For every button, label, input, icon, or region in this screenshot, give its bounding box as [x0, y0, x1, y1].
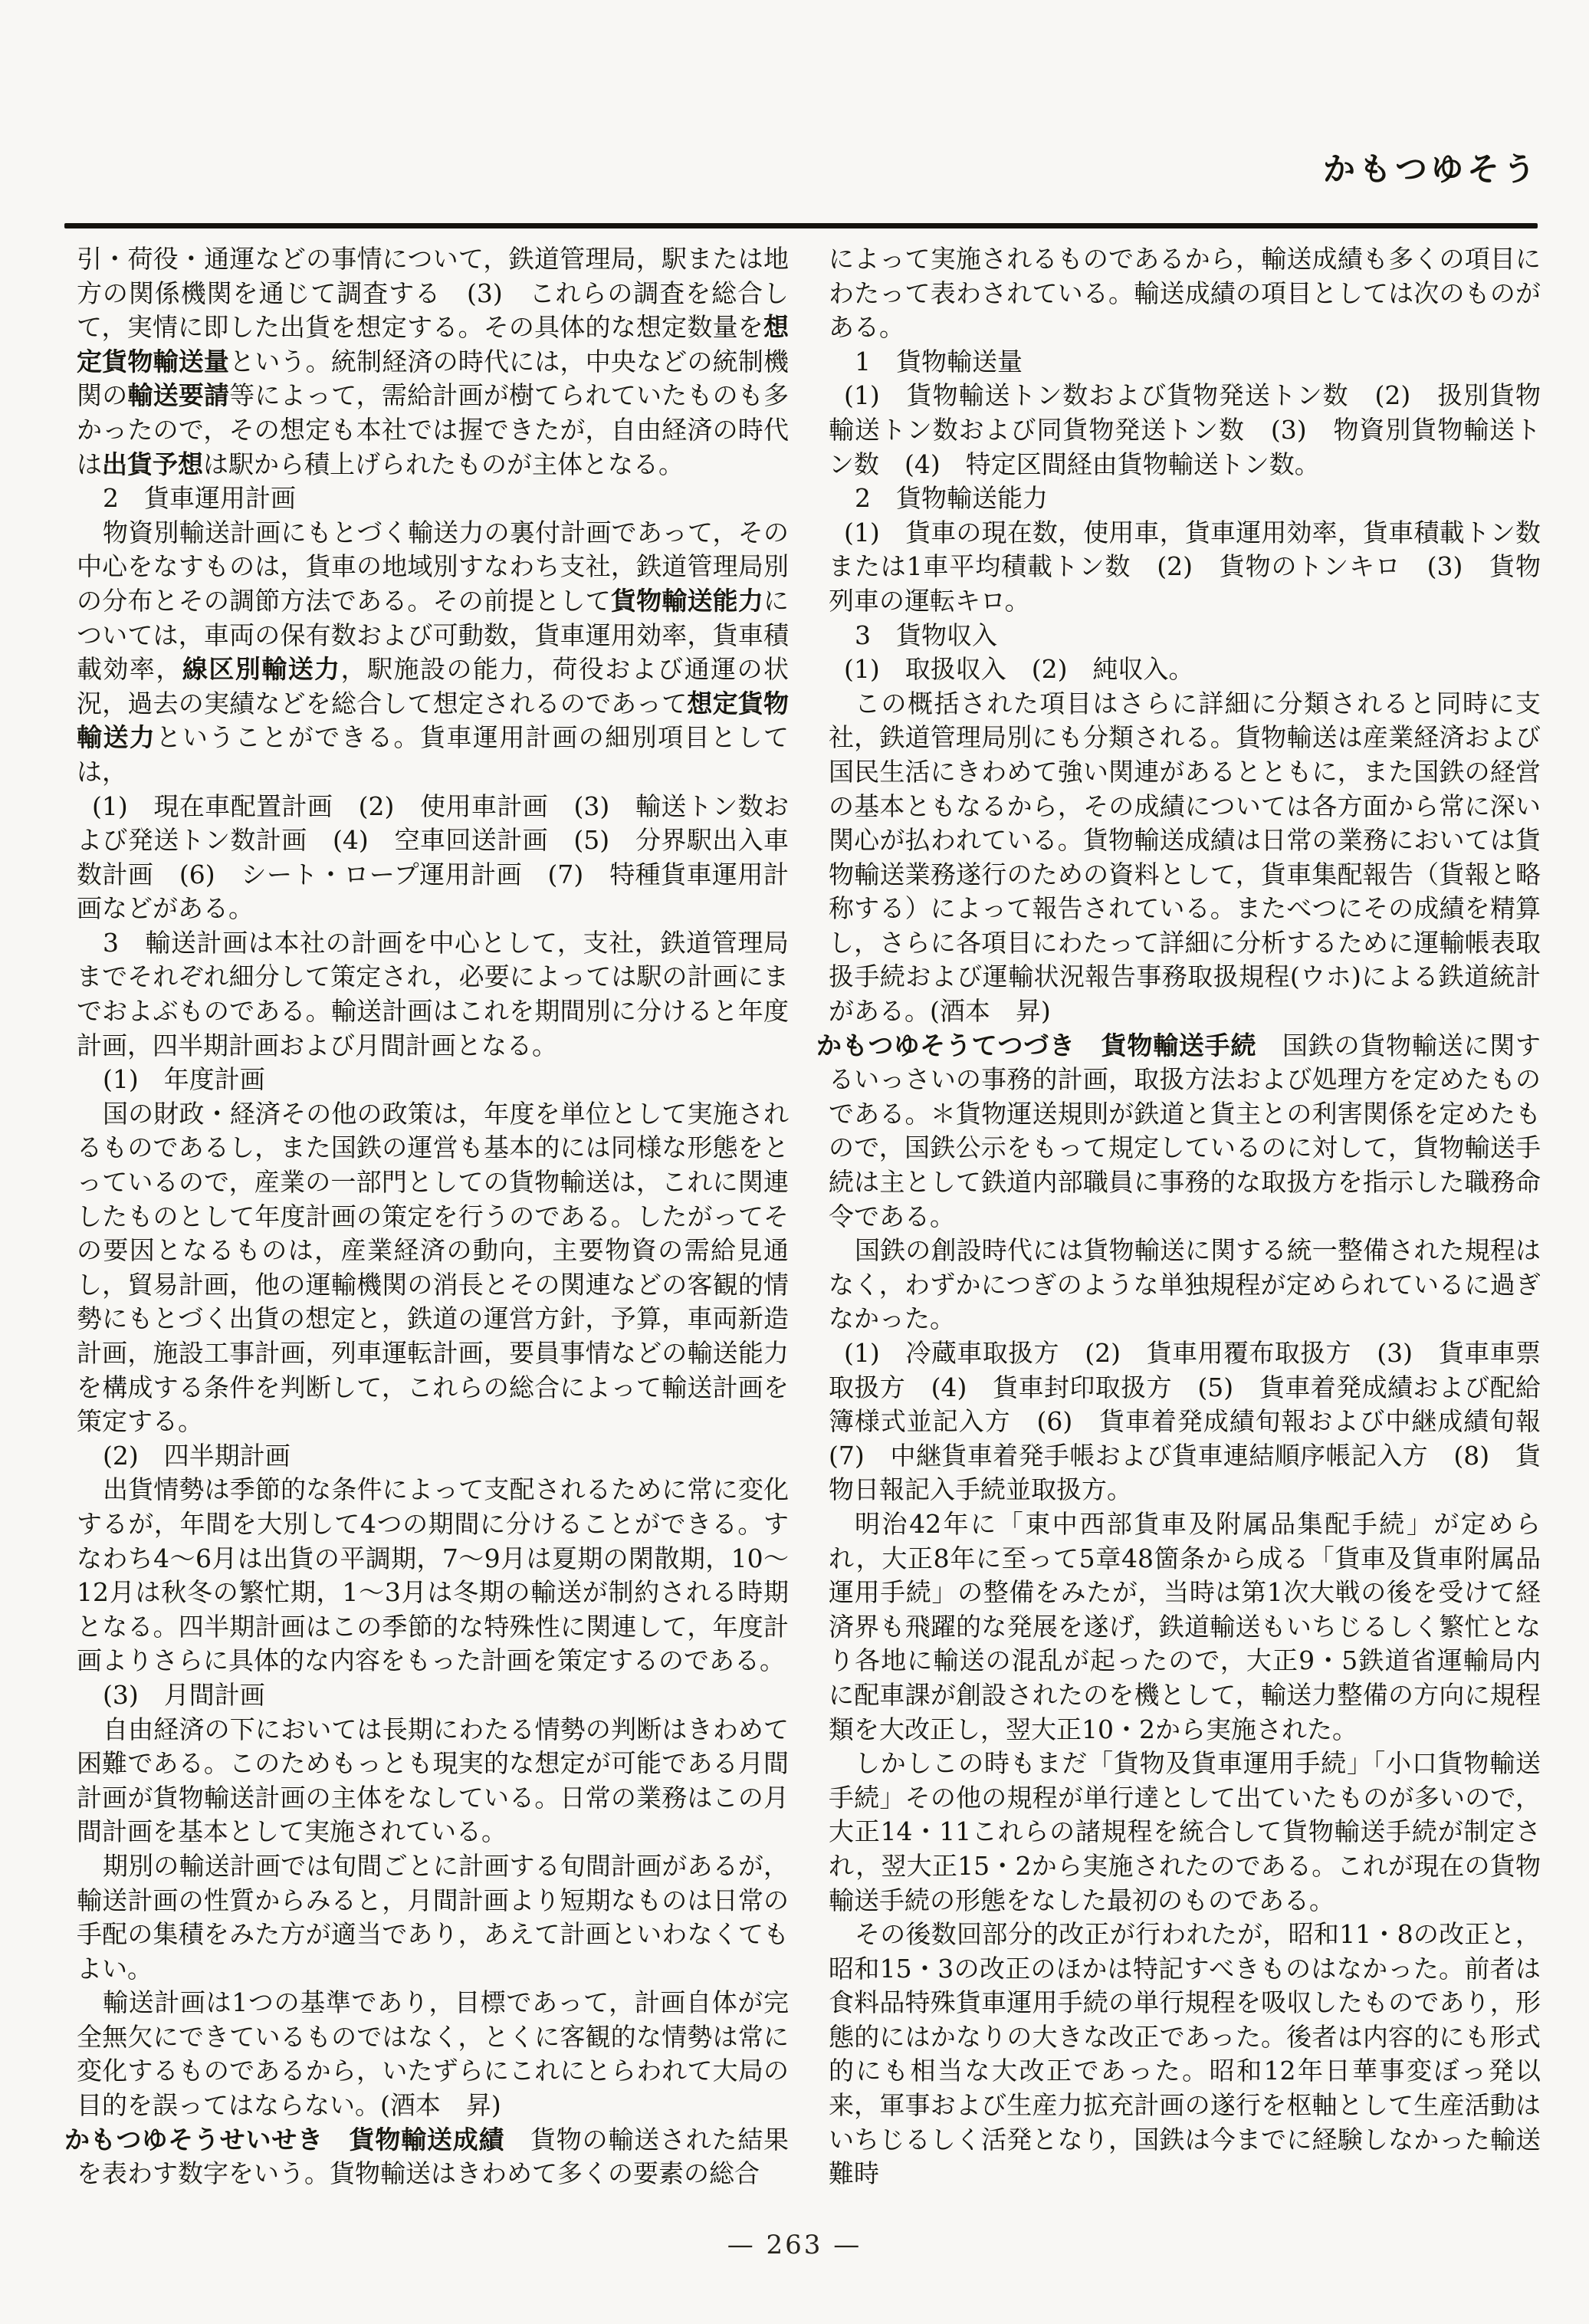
bold-term: 想定貨物輸送量: [77, 312, 789, 376]
text-run: しかしこの時もまだ「貨物及貨車運用手続」「小口貨物輸送手続」その他の規程が単行達として出ていたものが多いので，大正14・11これらの諸規程を統合して貨物輸送手続が制定され，翌大正15・2から実施されたのである。これが現在の貨物輸送手続の形態をなした最初のものである。: [829, 1748, 1541, 1915]
section-heading: [77, 1678, 789, 1713]
bold-term: 想定貨物輸送力: [77, 688, 789, 753]
text-run: ，駅施設の能力，荷役および通運の状況，過去の実績などを総合して想定されるのであって: [77, 654, 790, 718]
text-run: (1) 現在車配置計画 (2) 使用車計画 (3) 輸送トン数および発送トン数計画 (4) 空車回送計画 (5) 分界駅出入車数計画 (6) シート・ロープ運用計画 (7) 特種貨車運用計画などがある。: [77, 791, 789, 924]
text-run: 国の財政・経済その他の政策は，年度を単位として実施されるものであるし，また国鉄の運営も基本的には同様な形態をとっているので，産業の一部門としての貨物輸送は，これに関連したものとして年度計画の策定を行うのである。したがってその要因となるものは，産業経済の動向，主要物資の需給見通し，貿易計画，他の運輸機関の消長とその関連などの客観的情勢にもとづく出貨の想定と，鉄道の運営方針，予算，車両新造計画，施設工事計画，列車運転計画，要員事情などの輸送能力を構成する条件を判断して，これらの総合によって輸送計画を策定する。: [77, 1098, 789, 1437]
text-run: ということができる。貨車運用計画の細別項目としては，: [77, 722, 790, 787]
list-paragraph: [829, 1336, 1566, 1507]
list-paragraph: [77, 790, 789, 926]
text-run: 出貨情勢は季節的な条件によって支配されるために常に変化するが，年間を大別して4つの期間に分けることができる。すなわち4～6月は出貨の平調期，7～9月は夏期の閑散期，10～12月は秋冬の繁忙期，1～3月は冬期の輸送が制約される時期となる。四半期計画はこの季節的な特殊性に関連して，年度計画よりさらに具体的な内容をもった計画を策定するのである。: [77, 1474, 789, 1676]
text-run: 自由経済の下においては長期にわたる情勢の判断はきわめて困難である。このためもっとも現実的な想定が可能である月間計画が貨物輸送計画の主体をなしている。日常の業務はこの月間計画を基本として実施されている。: [77, 1714, 789, 1847]
bold-term: 貨物輸送能力: [610, 585, 764, 616]
body-paragraph: [77, 1849, 789, 1986]
text-run: (2) 四半期計画: [103, 1440, 291, 1471]
bold-term: かもつゆそうてつづき 貨物輸送手続: [816, 1030, 1257, 1060]
text-run: 1 貨物輸送量: [855, 346, 1023, 376]
left-column: [64, 242, 790, 2191]
text-columns: [64, 242, 1566, 2191]
body-paragraph: [829, 1234, 1541, 1336]
body-paragraph: [829, 1747, 1541, 1918]
text-run: その後数回部分的改正が行われたが，昭和11・8の改正と，昭和15・3の改正のほかは特記すべきものはなかった。前者は食料品特殊貨車運用手続の単行規程を吸収したものであり，形態的にはかなりの大きな改正であった。後者は内容的にも形式的にも相当な大改正であった。昭和12年日華事変ぼっ発以来，軍事および生産力拡充計画の遂行を枢軸として生産活動はいちじるしく活発となり，国鉄は今までに経験しなかった輸送難時: [829, 1919, 1541, 2189]
text-run: 2 貨車運用計画: [103, 483, 296, 514]
text-run: 引・荷役・通運などの事情について，鉄道管理局，駅または地方の関係機関を通じて調査する (3) これらの調査を総合して，実情に即した出貨を想定する。その具体的な想定数量を: [77, 244, 789, 343]
body-paragraph: [77, 242, 789, 482]
bold-term: 線区別輸送力: [182, 654, 341, 685]
page-number: — 263 —: [727, 2230, 862, 2260]
text-run: 国鉄の創設時代には貨物輸送に関する統一整備された規程はなく，わずかにつぎのような単独規程が定められているに過ぎなかった。: [829, 1235, 1541, 1334]
page-footer: [0, 2230, 1589, 2260]
bold-term: 出貨予想: [102, 449, 203, 479]
text-run: 3 輸送計画は本社の計画を中心として，支社，鉄道管理局までそれぞれ細分して策定され，必要によっては駅の計画にまでおよぶものである。輸送計画はこれを期間別に分けると年度計画，四半期計画および月間計画となる。: [77, 927, 789, 1060]
text-run: 物資別輸送計画にもとづく輸送力の裏付計画であって，その中心をなすものは，貨車の地域別すなわち支社，鉄道管理局別の分布とその調節方法である。その前提として: [77, 517, 789, 616]
text-run: については，車両の保有数および可動数，貨車運用効率，貨車積載効率，: [77, 585, 790, 685]
section-heading: [77, 482, 789, 516]
text-run: この概括された項目はさらに詳細に分類されると同時に支社，鉄道管理局別にも分類される。貨物輸送は産業経済および国民生活にきわめて強い関連があるとともに，また国鉄の経営の基本ともなるから，その成績については各方面から常に深い関心が払われている。貨物輸送成績は日常の業務においては貨物輸送業務遂行のための資料として，貨車集配報告（貨報と略称する）によって報告されている。またべつにその成績を精算し，さらに各項目にわたって詳細に分析するために運輸帳表取扱手続および運輸状況報告事務取扱規程(ウホ)による鉄道統計がある。(酒本 昇): [829, 688, 1541, 1027]
bold-term: 輸送要請: [127, 380, 230, 411]
body-paragraph: [829, 1918, 1541, 2191]
section-heading: [77, 1439, 789, 1474]
text-run: (3) 月間計画: [103, 1679, 265, 1710]
list-paragraph: [829, 379, 1541, 482]
body-paragraph: [77, 1713, 789, 1849]
list-paragraph: [829, 516, 1541, 619]
section-heading: [829, 345, 1541, 380]
text-run: (1) 年度計画: [103, 1064, 265, 1095]
text-run: 国鉄の貨物輸送に関するいっさいの事務的計画，取扱方法および処理方を定めたものである。＊貨物運送規則が鉄道と貨主との利害関係を定めたもので，国鉄公示をもって規定しているのに対して，貨物輸送手続は主として鉄道内部職員に事務的な取扱方を指示した職務命令である。: [829, 1030, 1541, 1231]
body-paragraph: [77, 1473, 789, 1678]
section-heading: [77, 1063, 789, 1097]
entry-paragraph: [816, 1029, 1541, 1234]
body-paragraph: [77, 926, 789, 1063]
text-run: によって実施されるものであるから，輸送成績も多くの項目にわたって表わされている。輸送成績の項目としては次のものがある。: [829, 244, 1541, 343]
body-paragraph: [77, 1097, 789, 1439]
text-run: 2 貨物輸送能力: [855, 483, 1048, 514]
text-run: という。統制経済の時代には，中央などの統制機関の: [77, 346, 790, 411]
bold-term: かもつゆそうせいせき 貨物輸送成績: [64, 2124, 505, 2155]
text-run: 貨物の輸送された結果を表わす数字をいう。貨物輸送はきわめて多くの要素の総合: [77, 2124, 790, 2189]
text-run: (1) 冷蔵車取扱方 (2) 貨車用覆布取扱方 (3) 貨車車票取扱方 (4) 貨車封印取扱方 (5) 貨車着発成績および配給簿様式並記入方 (6) 貨車着発成績旬報および中継成績旬報 (7) 中継貨車着発手帳および貨車連結順序帳記入方 (8) 貨物日報記入手続並取扱方。: [829, 1338, 1566, 1505]
body-paragraph: [77, 516, 789, 790]
entry-paragraph: [64, 2123, 790, 2191]
text-run: (1) 貨車の現在数，使用車，貨車運用効率，貨車積載トン数または1車平均積載トン数 (2) 貨物のトンキロ (3) 貨物列車の運転キロ。: [829, 517, 1541, 616]
body-paragraph: [77, 1986, 789, 2122]
page-header: [74, 144, 1539, 190]
text-run: 等によって，需給計画が樹てられていたものも多かったので，その想定も本社では握できたが，自由経済の時代は: [77, 380, 790, 479]
text-run: (1) 貨物輸送トン数および貨物発送トン数 (2) 扱別貨物輸送トン数および同貨物発送トン数 (3) 物資別貨物輸送トン数 (4) 特定区間経由貨物輸送トン数。: [829, 380, 1541, 479]
text-run: は駅から積上げられたものが主体となる。: [203, 449, 684, 479]
body-paragraph: [829, 242, 1541, 345]
text-run: 輸送計画は1つの基準であり，目標であって，計画自体が完全無欠にできているものではなく，とくに客観的な情勢は常に変化するものであるから，いたずらにこれにとらわれて大局の目的を誤ってはならない。(酒本 昇): [77, 1987, 789, 2121]
section-heading: [829, 482, 1541, 516]
text-run: (1) 取扱収入 (2) 純収入。: [844, 654, 1194, 685]
text-run: 3 貨物収入: [855, 620, 997, 650]
header-rule: [64, 223, 1538, 228]
text-run: 明治42年に「東中西部貨車及附属品集配手続」が定められ，大正8年に至って5章48箇条から成る「貨車及貨車附属品運用手続」の整備をみたが，当時は第1次大戦の後を受けて経済界も飛躍的な発展を遂げ，鉄道輸送もいちじるしく繁忙となり各地に輸送の混乱が起ったので，大正9・5鉄道省運輸局内に配車課が創設されたのを機として，輸送力整備の方向に規程類を大改正し，翌大正10・2から実施された。: [829, 1508, 1541, 1744]
right-column: [816, 242, 1566, 2191]
body-paragraph: [829, 687, 1541, 1029]
list-paragraph: [829, 652, 1541, 687]
section-heading: [829, 619, 1541, 653]
text-run: 期別の輸送計画では旬間ごとに計画する旬間計画があるが，輸送計画の性質からみると，月間計画より短期なものは日常の手配の集積をみた方が適当であり，あえて計画といわなくてもよい。: [77, 1850, 789, 1984]
running-head: かもつゆそう: [1322, 150, 1539, 188]
body-paragraph: [829, 1507, 1541, 1747]
